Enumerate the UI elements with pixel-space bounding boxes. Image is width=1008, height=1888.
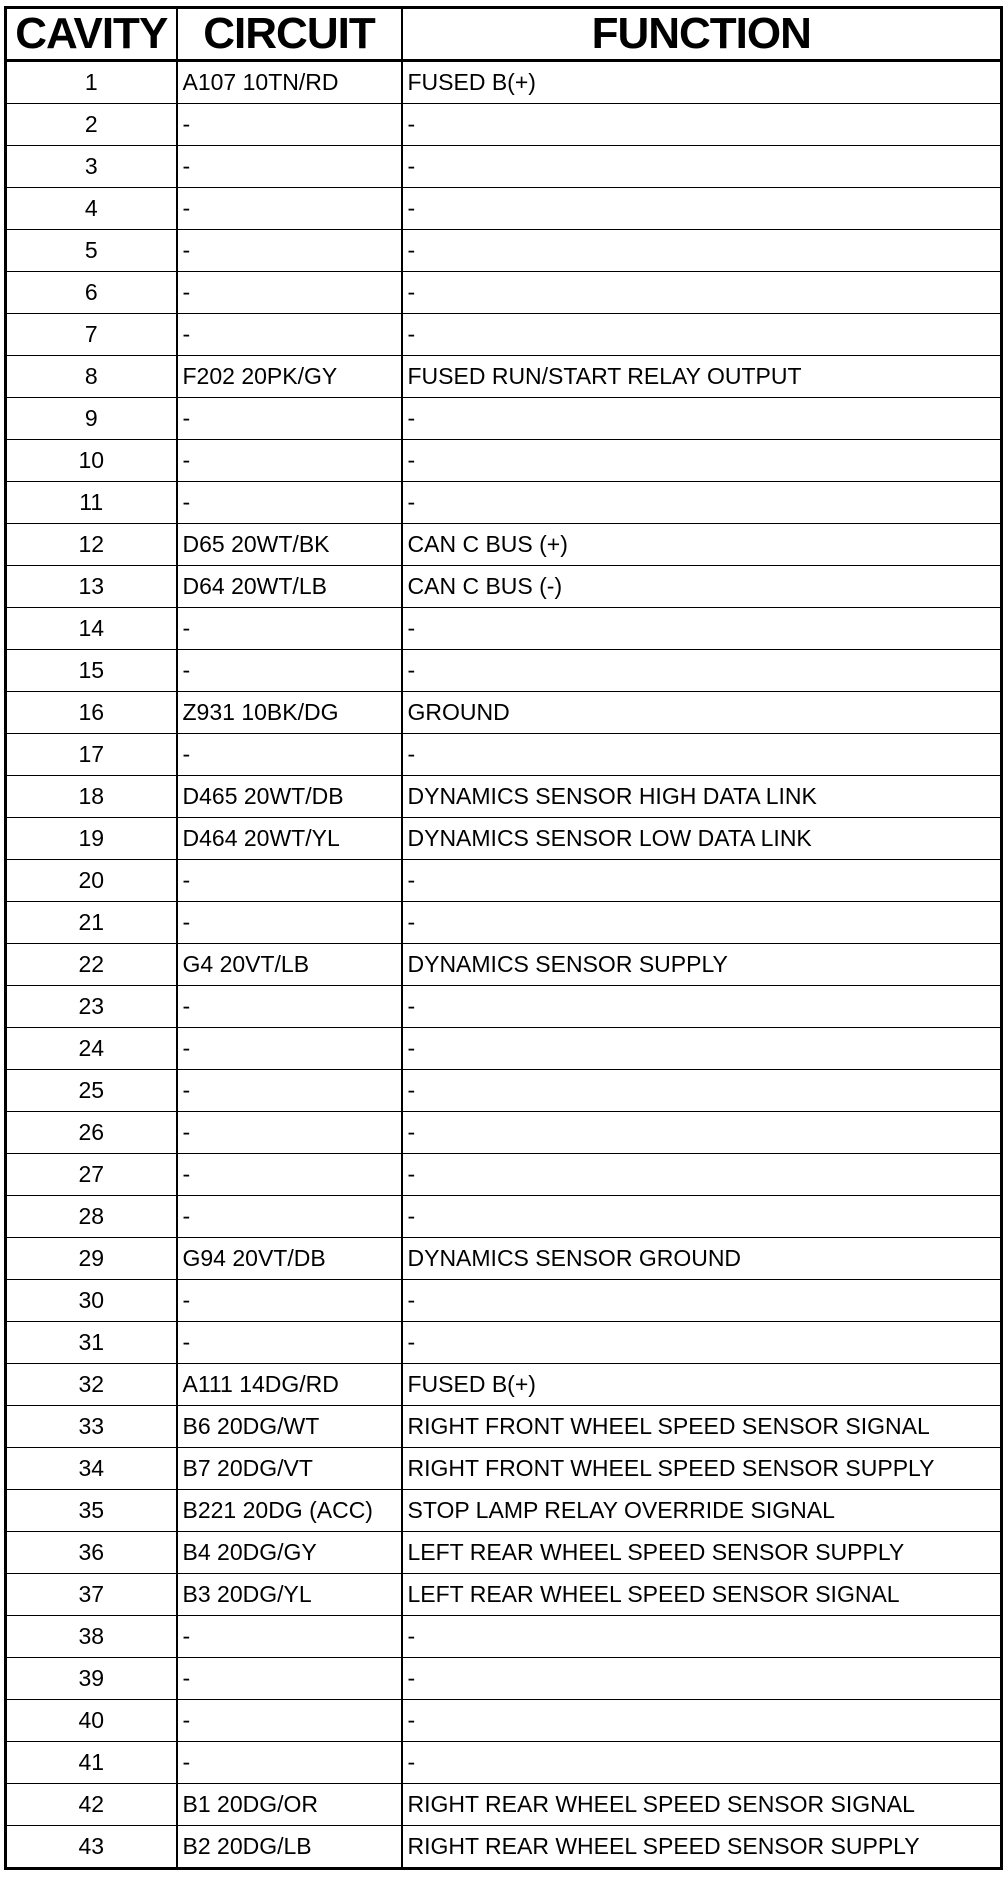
table-row <box>6 1070 1002 1112</box>
function-cell: CAN C BUS (-) <box>402 566 1002 608</box>
function-cell: - <box>402 1154 1002 1196</box>
cavity-cell: 8 <box>6 356 177 398</box>
function-cell: FUSED RUN/START RELAY OUTPUT <box>402 356 1002 398</box>
circuit-cell: B1 20DG/OR <box>177 1784 402 1826</box>
cavity-cell: 42 <box>6 1784 177 1826</box>
function-cell: DYNAMICS SENSOR SUPPLY <box>402 944 1002 986</box>
table-row <box>6 146 1002 188</box>
cavity-cell: 28 <box>6 1196 177 1238</box>
circuit-cell: F202 20PK/GY <box>177 356 402 398</box>
cavity-cell: 33 <box>6 1406 177 1448</box>
cavity-cell: 6 <box>6 272 177 314</box>
cavity-cell: 12 <box>6 524 177 566</box>
function-cell: - <box>402 272 1002 314</box>
table-row <box>6 104 1002 146</box>
function-cell: RIGHT FRONT WHEEL SPEED SENSOR SUPPLY <box>402 1448 1002 1490</box>
circuit-cell: G94 20VT/DB <box>177 1238 402 1280</box>
table-row <box>6 188 1002 230</box>
cavity-cell: 2 <box>6 104 177 146</box>
cavity-cell: 11 <box>6 482 177 524</box>
function-cell: - <box>402 1196 1002 1238</box>
function-cell: - <box>402 104 1002 146</box>
cavity-cell: 32 <box>6 1364 177 1406</box>
cavity-cell: 15 <box>6 650 177 692</box>
table-row <box>6 230 1002 272</box>
table-row <box>6 566 1002 608</box>
function-cell: - <box>402 902 1002 944</box>
table-header <box>6 8 1002 61</box>
function-cell: RIGHT REAR WHEEL SPEED SENSOR SIGNAL <box>402 1784 1002 1826</box>
table-body <box>6 61 1002 1869</box>
circuit-cell: - <box>177 1742 402 1784</box>
table-row <box>6 734 1002 776</box>
cavity-cell: 27 <box>6 1154 177 1196</box>
cavity-cell: 37 <box>6 1574 177 1616</box>
function-cell: LEFT REAR WHEEL SPEED SENSOR SUPPLY <box>402 1532 1002 1574</box>
table-row <box>6 1784 1002 1826</box>
circuit-cell: - <box>177 1322 402 1364</box>
circuit-cell: - <box>177 1070 402 1112</box>
function-cell: - <box>402 440 1002 482</box>
function-cell: DYNAMICS SENSOR HIGH DATA LINK <box>402 776 1002 818</box>
table-row <box>6 1364 1002 1406</box>
cavity-cell: 22 <box>6 944 177 986</box>
function-cell: - <box>402 650 1002 692</box>
circuit-cell: D65 20WT/BK <box>177 524 402 566</box>
function-cell: - <box>402 230 1002 272</box>
function-cell: - <box>402 1280 1002 1322</box>
table-row <box>6 398 1002 440</box>
table-row <box>6 1028 1002 1070</box>
circuit-cell: B221 20DG (ACC) <box>177 1490 402 1532</box>
circuit-cell: B4 20DG/GY <box>177 1532 402 1574</box>
cavity-cell: 31 <box>6 1322 177 1364</box>
circuit-cell: G4 20VT/LB <box>177 944 402 986</box>
table-row <box>6 1490 1002 1532</box>
circuit-cell: B2 20DG/LB <box>177 1826 402 1869</box>
cavity-cell: 20 <box>6 860 177 902</box>
circuit-cell: - <box>177 1280 402 1322</box>
table-row <box>6 650 1002 692</box>
circuit-cell: - <box>177 398 402 440</box>
circuit-cell: - <box>177 146 402 188</box>
circuit-cell: A107 10TN/RD <box>177 61 402 104</box>
function-cell: CAN C BUS (+) <box>402 524 1002 566</box>
table-row <box>6 1616 1002 1658</box>
function-cell: - <box>402 734 1002 776</box>
circuit-cell: - <box>177 1700 402 1742</box>
circuit-cell: - <box>177 230 402 272</box>
circuit-cell: B6 20DG/WT <box>177 1406 402 1448</box>
function-cell: GROUND <box>402 692 1002 734</box>
circuit-cell: - <box>177 902 402 944</box>
table-row <box>6 1238 1002 1280</box>
cavity-cell: 38 <box>6 1616 177 1658</box>
function-cell: STOP LAMP RELAY OVERRIDE SIGNAL <box>402 1490 1002 1532</box>
circuit-cell: - <box>177 1112 402 1154</box>
circuit-cell: - <box>177 734 402 776</box>
function-cell: - <box>402 1322 1002 1364</box>
table-row <box>6 860 1002 902</box>
cavity-cell: 5 <box>6 230 177 272</box>
cavity-cell: 13 <box>6 566 177 608</box>
table-row <box>6 1196 1002 1238</box>
function-cell: RIGHT REAR WHEEL SPEED SENSOR SUPPLY <box>402 1826 1002 1869</box>
cavity-cell: 29 <box>6 1238 177 1280</box>
cavity-cell: 9 <box>6 398 177 440</box>
header-circuit: CIRCUIT <box>177 8 402 61</box>
table-row <box>6 1406 1002 1448</box>
table-row <box>6 1280 1002 1322</box>
table-row <box>6 272 1002 314</box>
table-row <box>6 902 1002 944</box>
function-cell: - <box>402 146 1002 188</box>
function-cell: - <box>402 608 1002 650</box>
function-cell: - <box>402 1742 1002 1784</box>
circuit-cell: - <box>177 1658 402 1700</box>
cavity-cell: 4 <box>6 188 177 230</box>
table-row <box>6 1700 1002 1742</box>
cavity-cell: 19 <box>6 818 177 860</box>
circuit-cell: - <box>177 188 402 230</box>
circuit-cell: - <box>177 1154 402 1196</box>
table-row <box>6 944 1002 986</box>
cavity-cell: 43 <box>6 1826 177 1869</box>
cavity-cell: 39 <box>6 1658 177 1700</box>
circuit-cell: - <box>177 608 402 650</box>
cavity-cell: 25 <box>6 1070 177 1112</box>
cavity-cell: 16 <box>6 692 177 734</box>
cavity-cell: 14 <box>6 608 177 650</box>
circuit-cell: - <box>177 482 402 524</box>
function-cell: LEFT REAR WHEEL SPEED SENSOR SIGNAL <box>402 1574 1002 1616</box>
circuit-cell: - <box>177 986 402 1028</box>
cavity-cell: 24 <box>6 1028 177 1070</box>
circuit-cell: - <box>177 104 402 146</box>
table-row <box>6 1448 1002 1490</box>
table-row <box>6 1532 1002 1574</box>
table-row <box>6 314 1002 356</box>
function-cell: - <box>402 1070 1002 1112</box>
circuit-cell: - <box>177 1028 402 1070</box>
table-row <box>6 986 1002 1028</box>
function-cell: - <box>402 860 1002 902</box>
table-row <box>6 608 1002 650</box>
circuit-cell: - <box>177 314 402 356</box>
circuit-cell: B7 20DG/VT <box>177 1448 402 1490</box>
table-row <box>6 61 1002 104</box>
function-cell: RIGHT FRONT WHEEL SPEED SENSOR SIGNAL <box>402 1406 1002 1448</box>
circuit-cell: - <box>177 1616 402 1658</box>
cavity-cell: 41 <box>6 1742 177 1784</box>
header-cavity: CAVITY <box>6 8 177 61</box>
table-row <box>6 356 1002 398</box>
function-cell: - <box>402 1112 1002 1154</box>
function-cell: - <box>402 1700 1002 1742</box>
function-cell: - <box>402 398 1002 440</box>
cavity-cell: 40 <box>6 1700 177 1742</box>
function-cell: FUSED B(+) <box>402 61 1002 104</box>
circuit-cell: D64 20WT/LB <box>177 566 402 608</box>
circuit-cell: - <box>177 440 402 482</box>
cavity-cell: 1 <box>6 61 177 104</box>
cavity-cell: 23 <box>6 986 177 1028</box>
table-row <box>6 482 1002 524</box>
table-row <box>6 440 1002 482</box>
function-cell: DYNAMICS SENSOR LOW DATA LINK <box>402 818 1002 860</box>
table-row <box>6 1574 1002 1616</box>
circuit-cell: Z931 10BK/DG <box>177 692 402 734</box>
connector-pinout-table <box>4 6 1003 1870</box>
header-row <box>6 8 1002 61</box>
function-cell: - <box>402 482 1002 524</box>
table-row <box>6 1112 1002 1154</box>
cavity-cell: 34 <box>6 1448 177 1490</box>
table-row <box>6 1154 1002 1196</box>
cavity-cell: 3 <box>6 146 177 188</box>
function-cell: - <box>402 1658 1002 1700</box>
cavity-cell: 35 <box>6 1490 177 1532</box>
function-cell: FUSED B(+) <box>402 1364 1002 1406</box>
cavity-cell: 7 <box>6 314 177 356</box>
table-row <box>6 1322 1002 1364</box>
cavity-cell: 18 <box>6 776 177 818</box>
cavity-cell: 30 <box>6 1280 177 1322</box>
table-row <box>6 776 1002 818</box>
header-function: FUNCTION <box>402 8 1002 61</box>
circuit-cell: - <box>177 860 402 902</box>
circuit-cell: A111 14DG/RD <box>177 1364 402 1406</box>
cavity-cell: 36 <box>6 1532 177 1574</box>
function-cell: - <box>402 1616 1002 1658</box>
circuit-cell: D464 20WT/YL <box>177 818 402 860</box>
circuit-cell: - <box>177 1196 402 1238</box>
circuit-cell: - <box>177 650 402 692</box>
function-cell: - <box>402 986 1002 1028</box>
cavity-cell: 21 <box>6 902 177 944</box>
circuit-cell: B3 20DG/YL <box>177 1574 402 1616</box>
table-row <box>6 524 1002 566</box>
table-row <box>6 1658 1002 1700</box>
circuit-cell: - <box>177 272 402 314</box>
cavity-cell: 26 <box>6 1112 177 1154</box>
table-row <box>6 818 1002 860</box>
function-cell: - <box>402 188 1002 230</box>
cavity-cell: 10 <box>6 440 177 482</box>
table-row <box>6 1826 1002 1869</box>
function-cell: - <box>402 1028 1002 1070</box>
circuit-cell: D465 20WT/DB <box>177 776 402 818</box>
table-row <box>6 692 1002 734</box>
table-row <box>6 1742 1002 1784</box>
function-cell: - <box>402 314 1002 356</box>
function-cell: DYNAMICS SENSOR GROUND <box>402 1238 1002 1280</box>
cavity-cell: 17 <box>6 734 177 776</box>
